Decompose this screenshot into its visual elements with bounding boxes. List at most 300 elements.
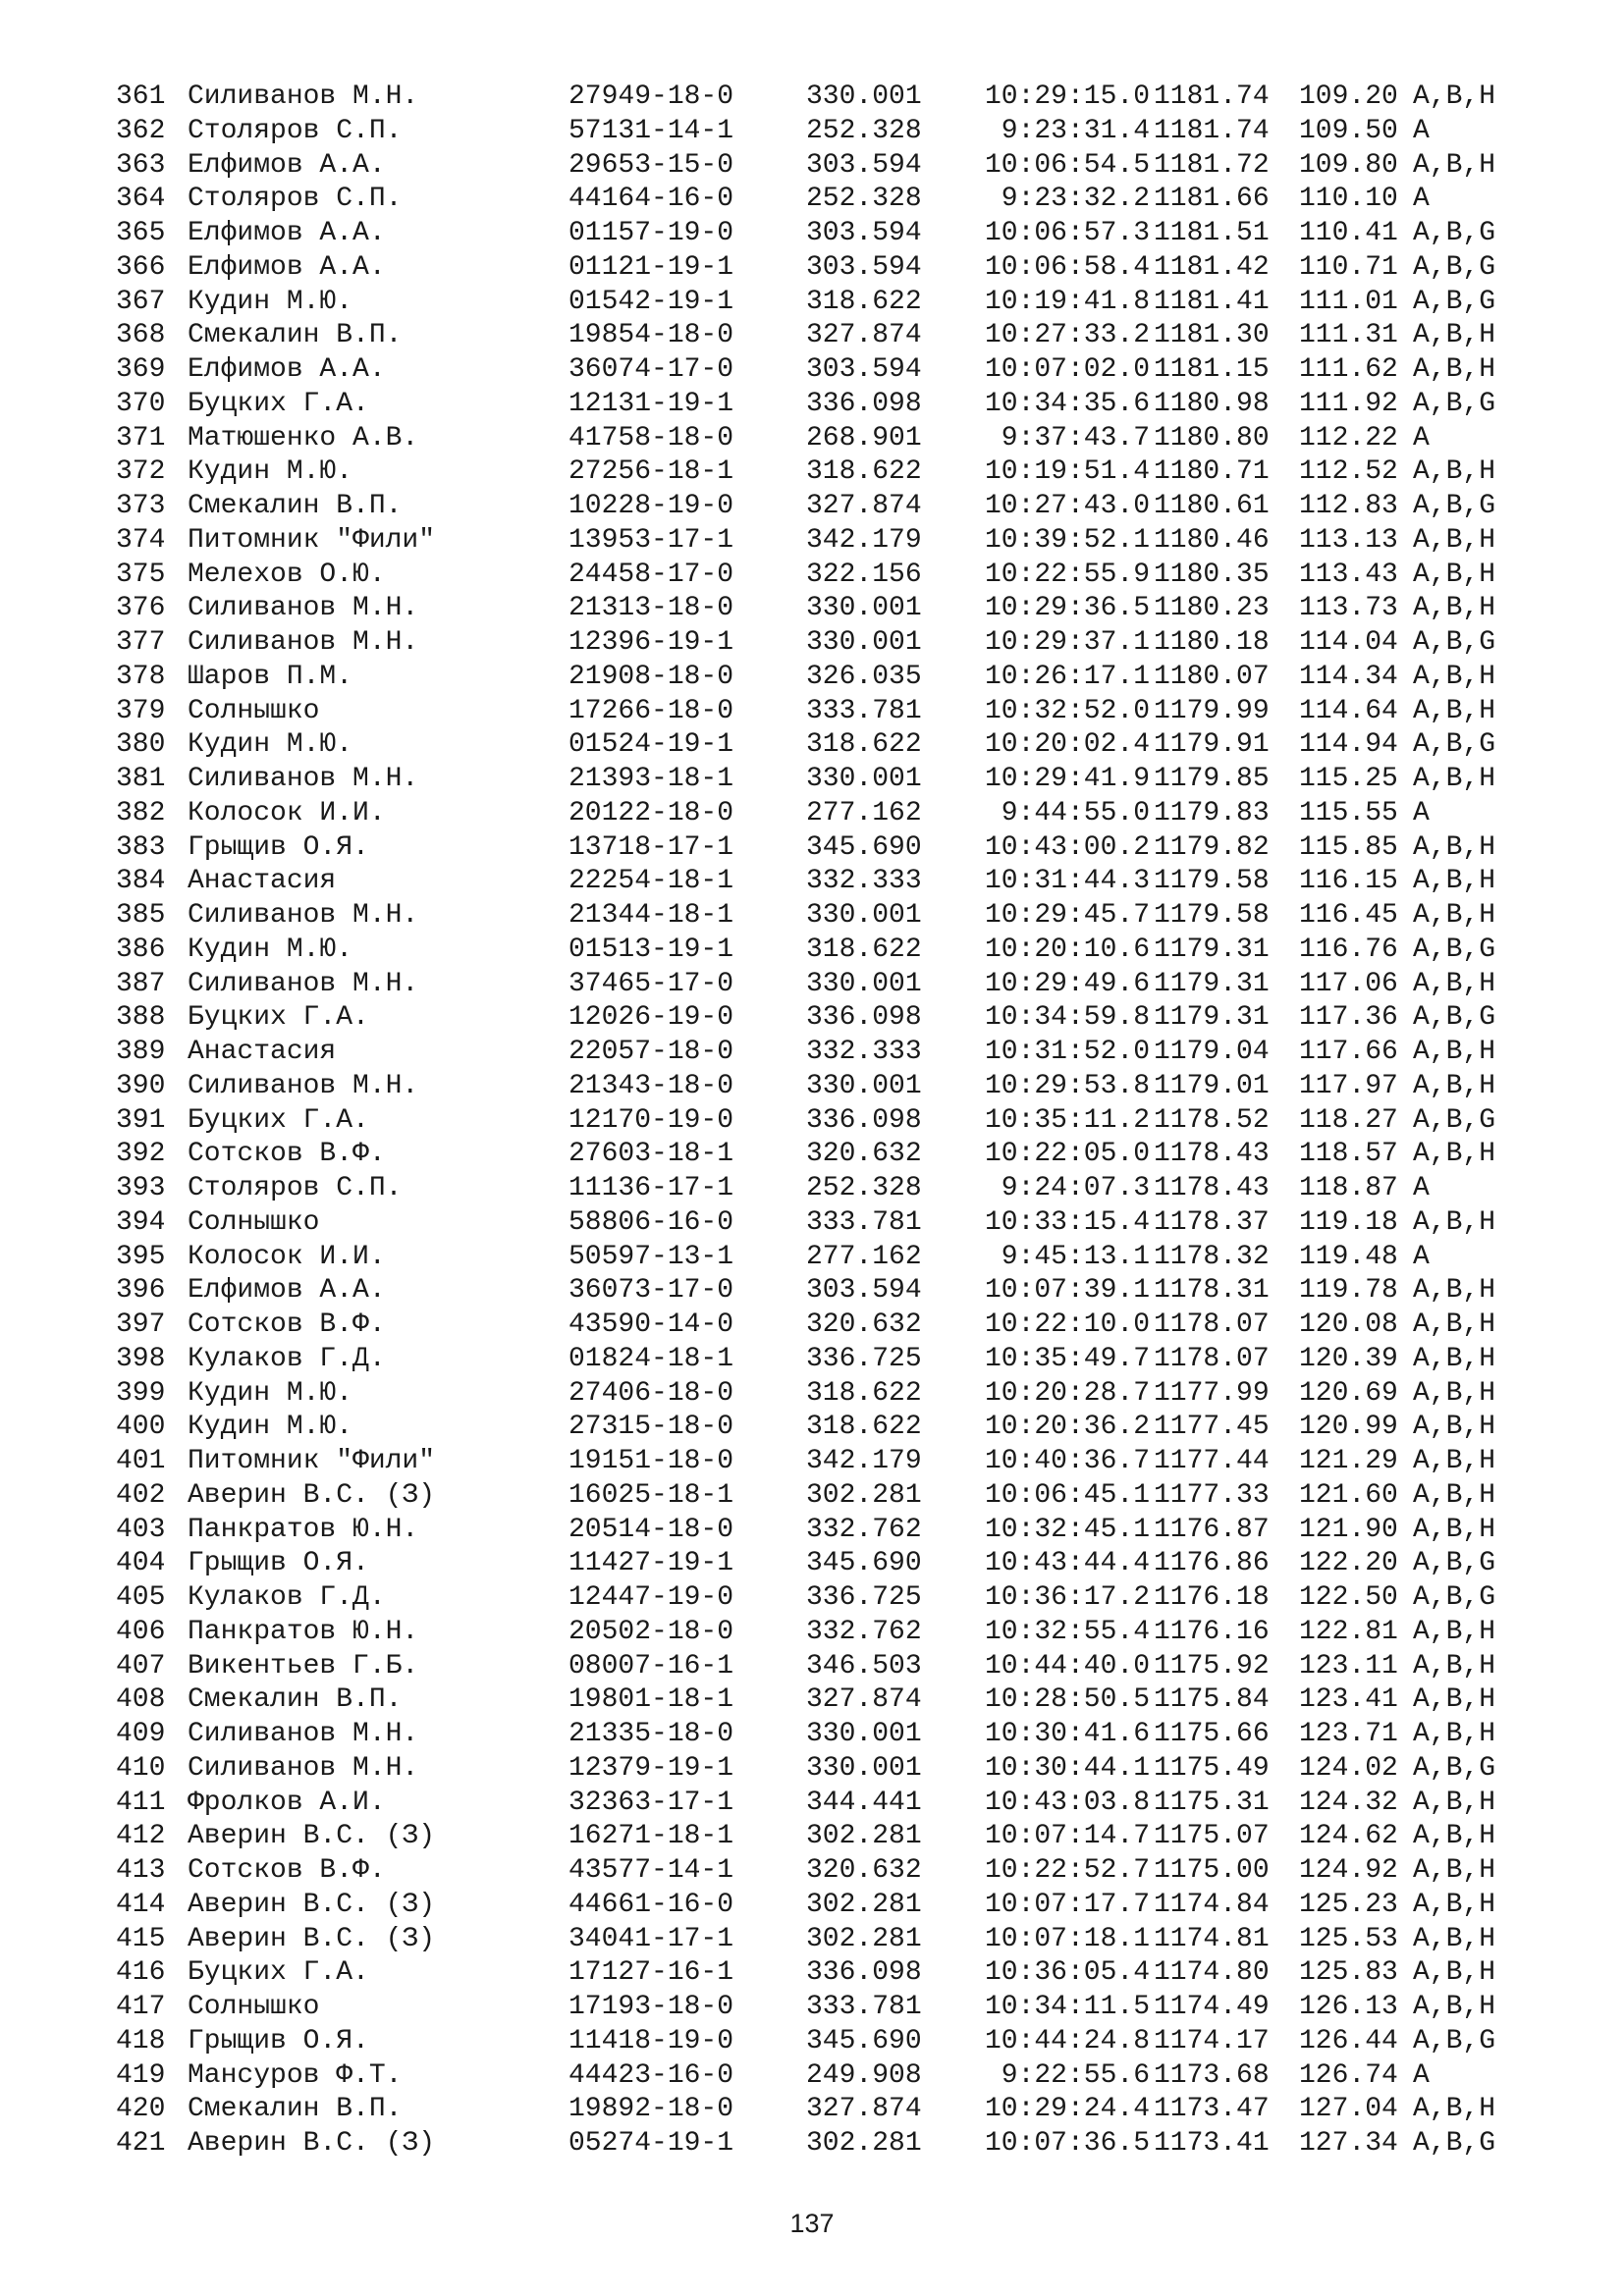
arrival-time: 9:44:55.0: [1001, 797, 1150, 828]
distance: 344.441: [806, 1787, 922, 1818]
row-number: 374: [116, 524, 166, 556]
row-number: 417: [116, 1992, 166, 2022]
points: 124.02: [1299, 1752, 1398, 1784]
arrival-time: 10:06:57.3: [984, 218, 1150, 248]
row-number: 375: [116, 559, 166, 590]
distance: 330.001: [806, 593, 922, 624]
arrival-time: 10:29:53.8: [984, 1070, 1150, 1101]
ring-number: 08007-16-1: [568, 1650, 734, 1682]
row-number: 370: [116, 388, 166, 419]
points: 114.04: [1299, 627, 1398, 658]
arrival-time: 10:07:18.1: [984, 1923, 1150, 1954]
distance: 327.874: [806, 1684, 922, 1716]
categories: A,B,H: [1413, 1275, 1496, 1307]
row-number: 372: [116, 456, 166, 488]
ring-number: 19151-18-0: [568, 1446, 734, 1476]
owner-name: Смекалин В.П.: [188, 320, 403, 351]
points: 109.80: [1299, 149, 1398, 181]
ring-number: 37465-17-0: [568, 968, 734, 999]
categories: A,B,H: [1413, 320, 1496, 351]
categories: A: [1413, 422, 1430, 454]
speed: 1181.72: [1154, 149, 1270, 181]
table-row: [116, 319, 1495, 353]
ring-number: 20502-18-0: [568, 1616, 734, 1647]
arrival-time: 10:43:03.8: [984, 1787, 1150, 1818]
ring-number: 24458-17-0: [568, 559, 734, 590]
categories: A,B,H: [1413, 1616, 1496, 1647]
ring-number: 50597-13-1: [568, 1241, 734, 1272]
categories: A: [1413, 1241, 1430, 1272]
speed: 1174.49: [1154, 1992, 1270, 2022]
owner-name: Матюшенко А.В.: [188, 422, 419, 454]
arrival-time: 10:19:41.8: [984, 286, 1150, 317]
ring-number: 10228-19-0: [568, 491, 734, 521]
ring-number: 44164-16-0: [568, 184, 734, 215]
ring-number: 17266-18-0: [568, 695, 734, 726]
owner-name: Панкратов Ю.Н.: [188, 1514, 419, 1545]
categories: A,B,H: [1413, 1684, 1496, 1716]
table-row: [116, 115, 1495, 149]
table-row: [116, 559, 1495, 593]
ring-number: 12379-19-1: [568, 1752, 734, 1784]
owner-name: Силиванов М.Н.: [188, 1719, 419, 1749]
categories: A: [1413, 2059, 1430, 2091]
ring-number: 12170-19-0: [568, 1104, 734, 1136]
owner-name: Кудин М.Ю.: [188, 456, 353, 488]
arrival-time: 9:37:43.7: [1001, 422, 1150, 454]
distance: 302.281: [806, 1923, 922, 1954]
points: 110.41: [1299, 218, 1398, 248]
ring-number: 36073-17-0: [568, 1275, 734, 1307]
ring-number: 01542-19-1: [568, 286, 734, 317]
categories: A,B,H: [1413, 354, 1496, 385]
ring-number: 44423-16-0: [568, 2059, 734, 2091]
row-number: 365: [116, 218, 166, 248]
points: 109.50: [1299, 115, 1398, 146]
table-row: [116, 490, 1495, 524]
arrival-time: 10:29:37.1: [984, 627, 1150, 658]
arrival-time: 10:32:55.4: [984, 1616, 1150, 1647]
owner-name: Колосок И.И.: [188, 1241, 386, 1272]
categories: A,B,H: [1413, 1446, 1496, 1476]
points: 113.73: [1299, 593, 1398, 624]
owner-name: Силиванов М.Н.: [188, 764, 419, 794]
owner-name: Сотсков В.Ф.: [188, 1309, 386, 1340]
arrival-time: 10:26:17.1: [984, 661, 1150, 692]
speed: 1173.68: [1154, 2059, 1270, 2091]
arrival-time: 10:33:15.4: [984, 1206, 1150, 1238]
categories: A,B,H: [1413, 661, 1496, 692]
points: 115.85: [1299, 831, 1398, 863]
table-row: [116, 934, 1495, 968]
distance: 332.333: [806, 866, 922, 897]
table-row: [116, 1650, 1495, 1684]
categories: A,B,H: [1413, 1343, 1496, 1374]
owner-name: Аверин В.С. (З): [188, 1889, 436, 1920]
owner-name: Питомник "Фили": [188, 524, 436, 556]
points: 116.76: [1299, 934, 1398, 965]
row-number: 384: [116, 866, 166, 897]
arrival-time: 10:29:36.5: [984, 593, 1150, 624]
table-row: [116, 1923, 1495, 1957]
distance: 330.001: [806, 1719, 922, 1749]
speed: 1180.07: [1154, 661, 1270, 692]
categories: A,B,G: [1413, 491, 1496, 521]
row-number: 400: [116, 1412, 166, 1443]
ring-number: 20514-18-0: [568, 1514, 734, 1545]
categories: A,B,G: [1413, 2128, 1496, 2159]
row-number: 379: [116, 695, 166, 726]
row-number: 386: [116, 934, 166, 965]
row-number: 419: [116, 2059, 166, 2091]
table-row: [116, 1138, 1495, 1172]
row-number: 407: [116, 1650, 166, 1682]
owner-name: Столяров С.П.: [188, 115, 403, 146]
distance: 330.001: [806, 968, 922, 999]
table-row: [116, 251, 1495, 286]
distance: 330.001: [806, 627, 922, 658]
row-number: 373: [116, 491, 166, 521]
row-number: 396: [116, 1275, 166, 1307]
speed: 1179.99: [1154, 695, 1270, 726]
row-number: 413: [116, 1855, 166, 1886]
table-row: [116, 1991, 1495, 2025]
arrival-time: 10:22:05.0: [984, 1139, 1150, 1170]
owner-name: Елфимов А.А.: [188, 354, 386, 385]
arrival-time: 10:06:45.1: [984, 1479, 1150, 1511]
speed: 1176.86: [1154, 1548, 1270, 1579]
arrival-time: 10:34:59.8: [984, 1002, 1150, 1034]
table-row: [116, 1445, 1495, 1479]
arrival-time: 10:29:49.6: [984, 968, 1150, 999]
speed: 1175.84: [1154, 1684, 1270, 1716]
points: 126.13: [1299, 1992, 1398, 2022]
categories: A,B,H: [1413, 1206, 1496, 1238]
points: 117.97: [1299, 1070, 1398, 1101]
row-number: 418: [116, 2025, 166, 2056]
points: 123.71: [1299, 1719, 1398, 1749]
row-number: 391: [116, 1104, 166, 1136]
distance: 345.690: [806, 831, 922, 863]
distance: 336.725: [806, 1343, 922, 1374]
speed: 1178.52: [1154, 1104, 1270, 1136]
ring-number: 22057-18-0: [568, 1037, 734, 1067]
row-number: 364: [116, 184, 166, 215]
arrival-time: 9:45:13.1: [1001, 1241, 1150, 1272]
owner-name: Кудин М.Ю.: [188, 934, 353, 965]
points: 112.22: [1299, 422, 1398, 454]
owner-name: Аверин В.С. (З): [188, 1821, 436, 1852]
ring-number: 21393-18-1: [568, 764, 734, 794]
speed: 1177.45: [1154, 1412, 1270, 1443]
ring-number: 01121-19-1: [568, 251, 734, 283]
speed: 1179.83: [1154, 797, 1270, 828]
table-row: [116, 353, 1495, 388]
distance: 303.594: [806, 1275, 922, 1307]
table-row: [116, 1581, 1495, 1616]
ring-number: 01513-19-1: [568, 934, 734, 965]
table-row: [116, 183, 1495, 217]
points: 124.62: [1299, 1821, 1398, 1852]
table-row: [116, 1070, 1495, 1104]
points: 116.45: [1299, 900, 1398, 931]
row-number: 383: [116, 831, 166, 863]
owner-name: Анастасия: [188, 866, 337, 897]
owner-name: Столяров С.П.: [188, 184, 403, 215]
distance: 336.098: [806, 388, 922, 419]
ring-number: 32363-17-1: [568, 1787, 734, 1818]
ring-number: 34041-17-1: [568, 1923, 734, 1954]
arrival-time: 10:20:36.2: [984, 1412, 1150, 1443]
owner-name: Кудин М.Ю.: [188, 1412, 353, 1443]
points: 125.53: [1299, 1923, 1398, 1954]
categories: A,B,G: [1413, 1752, 1496, 1784]
table-row: [116, 1377, 1495, 1412]
categories: A,B,G: [1413, 934, 1496, 965]
distance: 252.328: [806, 1173, 922, 1203]
arrival-time: 10:32:52.0: [984, 695, 1150, 726]
arrival-time: 10:30:41.6: [984, 1719, 1150, 1749]
arrival-time: 10:31:52.0: [984, 1037, 1150, 1067]
ring-number: 17193-18-0: [568, 1992, 734, 2022]
row-number: 394: [116, 1206, 166, 1238]
distance: 318.622: [806, 1412, 922, 1443]
points: 114.64: [1299, 695, 1398, 726]
categories: A,B,H: [1413, 149, 1496, 181]
distance: 330.001: [806, 1070, 922, 1101]
ring-number: 21343-18-0: [568, 1070, 734, 1101]
row-number: 362: [116, 115, 166, 146]
row-number: 381: [116, 764, 166, 794]
owner-name: Солнышко: [188, 695, 320, 726]
categories: A,B,H: [1413, 1377, 1496, 1409]
points: 125.23: [1299, 1889, 1398, 1920]
owner-name: Елфимов А.А.: [188, 1275, 386, 1307]
distance: 333.781: [806, 1992, 922, 2022]
speed: 1180.23: [1154, 593, 1270, 624]
results-table: [116, 80, 1495, 2162]
arrival-time: 10:43:44.4: [984, 1548, 1150, 1579]
arrival-time: 10:34:35.6: [984, 388, 1150, 419]
speed: 1179.31: [1154, 968, 1270, 999]
distance: 252.328: [806, 115, 922, 146]
owner-name: Силиванов М.Н.: [188, 900, 419, 931]
arrival-time: 10:07:39.1: [984, 1275, 1150, 1307]
categories: A,B,H: [1413, 695, 1496, 726]
page-number: 137: [789, 2209, 835, 2238]
points: 119.48: [1299, 1241, 1398, 1272]
ring-number: 27406-18-0: [568, 1377, 734, 1409]
speed: 1178.31: [1154, 1275, 1270, 1307]
points: 115.25: [1299, 764, 1398, 794]
table-row: [116, 2127, 1495, 2162]
owner-name: Сотсков В.Ф.: [188, 1855, 386, 1886]
table-row: [116, 2093, 1495, 2127]
table-row: [116, 1001, 1495, 1036]
owner-name: Шаров П.М.: [188, 661, 353, 692]
owner-name: Буцких Г.А.: [188, 1104, 369, 1136]
categories: A,B,H: [1413, 764, 1496, 794]
speed: 1178.37: [1154, 1206, 1270, 1238]
points: 112.52: [1299, 456, 1398, 488]
row-number: 401: [116, 1446, 166, 1476]
arrival-time: 10:07:36.5: [984, 2128, 1150, 2159]
arrival-time: 10:19:51.4: [984, 456, 1150, 488]
arrival-time: 10:30:44.1: [984, 1752, 1150, 1784]
arrival-time: 10:40:36.7: [984, 1446, 1150, 1476]
speed: 1179.82: [1154, 831, 1270, 863]
ring-number: 21313-18-0: [568, 593, 734, 624]
row-number: 390: [116, 1070, 166, 1101]
owner-name: Панкратов Ю.Н.: [188, 1616, 419, 1647]
table-row: [116, 1308, 1495, 1343]
row-number: 415: [116, 1923, 166, 1954]
categories: A,B,H: [1413, 456, 1496, 488]
table-row: [116, 524, 1495, 559]
categories: A,B,H: [1413, 1309, 1496, 1340]
categories: A,B,H: [1413, 1957, 1496, 1989]
points: 126.74: [1299, 2059, 1398, 2091]
owner-name: Смекалин В.П.: [188, 491, 403, 521]
distance: 249.908: [806, 2059, 922, 2091]
points: 118.27: [1299, 1104, 1398, 1136]
distance: 345.690: [806, 1548, 922, 1579]
arrival-time: 10:35:11.2: [984, 1104, 1150, 1136]
row-number: 420: [116, 2094, 166, 2125]
ring-number: 17127-16-1: [568, 1957, 734, 1989]
distance: 320.632: [806, 1139, 922, 1170]
distance: 277.162: [806, 797, 922, 828]
table-row: [116, 661, 1495, 695]
row-number: 393: [116, 1173, 166, 1203]
ring-number: 43577-14-1: [568, 1855, 734, 1886]
owner-name: Фролков А.И.: [188, 1787, 386, 1818]
speed: 1180.18: [1154, 627, 1270, 658]
ring-number: 57131-14-1: [568, 115, 734, 146]
owner-name: Елфимов А.А.: [188, 218, 386, 248]
distance: 318.622: [806, 456, 922, 488]
arrival-time: 10:32:45.1: [984, 1514, 1150, 1545]
owner-name: Сотсков В.Ф.: [188, 1139, 386, 1170]
speed: 1180.80: [1154, 422, 1270, 454]
distance: 318.622: [806, 286, 922, 317]
ring-number: 12447-19-0: [568, 1582, 734, 1613]
owner-name: Аверин В.С. (З): [188, 2128, 436, 2159]
categories: A,B,H: [1413, 1650, 1496, 1682]
categories: A,B,H: [1413, 1070, 1496, 1101]
categories: A,B,H: [1413, 1514, 1496, 1545]
arrival-time: 10:43:00.2: [984, 831, 1150, 863]
distance: 342.179: [806, 1446, 922, 1476]
owner-name: Грыщив О.Я.: [188, 831, 369, 863]
speed: 1178.43: [1154, 1139, 1270, 1170]
categories: A,B,H: [1413, 900, 1496, 931]
arrival-time: 9:24:07.3: [1001, 1173, 1150, 1203]
points: 127.04: [1299, 2094, 1398, 2125]
row-number: 368: [116, 320, 166, 351]
distance: 345.690: [806, 2025, 922, 2056]
distance: 330.001: [806, 81, 922, 112]
arrival-time: 10:07:14.7: [984, 1821, 1150, 1852]
owner-name: Силиванов М.Н.: [188, 968, 419, 999]
row-number: 399: [116, 1377, 166, 1409]
ring-number: 27315-18-0: [568, 1412, 734, 1443]
distance: 332.333: [806, 1037, 922, 1067]
ring-number: 12396-19-1: [568, 627, 734, 658]
owner-name: Аверин В.С. (З): [188, 1923, 436, 1954]
points: 116.15: [1299, 866, 1398, 897]
owner-name: Силиванов М.Н.: [188, 1070, 419, 1101]
row-number: 404: [116, 1548, 166, 1579]
ring-number: 58806-16-0: [568, 1206, 734, 1238]
speed: 1174.17: [1154, 2025, 1270, 2056]
table-row: [116, 763, 1495, 797]
arrival-time: 10:20:10.6: [984, 934, 1150, 965]
row-number: 377: [116, 627, 166, 658]
distance: 327.874: [806, 491, 922, 521]
arrival-time: 10:29:45.7: [984, 900, 1150, 931]
points: 120.69: [1299, 1377, 1398, 1409]
table-row: [116, 831, 1495, 866]
speed: 1173.41: [1154, 2128, 1270, 2159]
distance: 330.001: [806, 900, 922, 931]
owner-name: Кудин М.Ю.: [188, 1377, 353, 1409]
table-row: [116, 1854, 1495, 1889]
table-row: [116, 1752, 1495, 1787]
table-row: [116, 217, 1495, 251]
points: 117.66: [1299, 1037, 1398, 1067]
arrival-time: 10:07:02.0: [984, 354, 1150, 385]
arrival-time: 10:22:10.0: [984, 1309, 1150, 1340]
table-row: [116, 455, 1495, 490]
owner-name: Кулаков Г.Д.: [188, 1582, 386, 1613]
row-number: 392: [116, 1139, 166, 1170]
ring-number: 01157-19-0: [568, 218, 734, 248]
speed: 1181.74: [1154, 115, 1270, 146]
row-number: 414: [116, 1889, 166, 1920]
distance: 336.098: [806, 1957, 922, 1989]
row-number: 412: [116, 1821, 166, 1852]
points: 119.18: [1299, 1206, 1398, 1238]
owner-name: Елфимов А.А.: [188, 149, 386, 181]
distance: 333.781: [806, 1206, 922, 1238]
row-number: 382: [116, 797, 166, 828]
distance: 346.503: [806, 1650, 922, 1682]
points: 123.11: [1299, 1650, 1398, 1682]
categories: A,B,H: [1413, 559, 1496, 590]
table-row: [116, 2059, 1495, 2094]
table-row: [116, 1547, 1495, 1581]
table-row: [116, 968, 1495, 1002]
distance: 332.762: [806, 1514, 922, 1545]
arrival-time: 10:28:50.5: [984, 1684, 1150, 1716]
points: 111.31: [1299, 320, 1398, 351]
distance: 326.035: [806, 661, 922, 692]
distance: 327.874: [806, 320, 922, 351]
speed: 1180.71: [1154, 456, 1270, 488]
points: 110.71: [1299, 251, 1398, 283]
categories: A,B,H: [1413, 2094, 1496, 2125]
speed: 1179.04: [1154, 1037, 1270, 1067]
arrival-time: 10:35:49.7: [984, 1343, 1150, 1374]
speed: 1181.66: [1154, 184, 1270, 215]
table-row: [116, 1514, 1495, 1548]
ring-number: 21908-18-0: [568, 661, 734, 692]
categories: A,B,H: [1413, 1719, 1496, 1749]
distance: 342.179: [806, 524, 922, 556]
distance: 302.281: [806, 1889, 922, 1920]
row-number: 405: [116, 1582, 166, 1613]
